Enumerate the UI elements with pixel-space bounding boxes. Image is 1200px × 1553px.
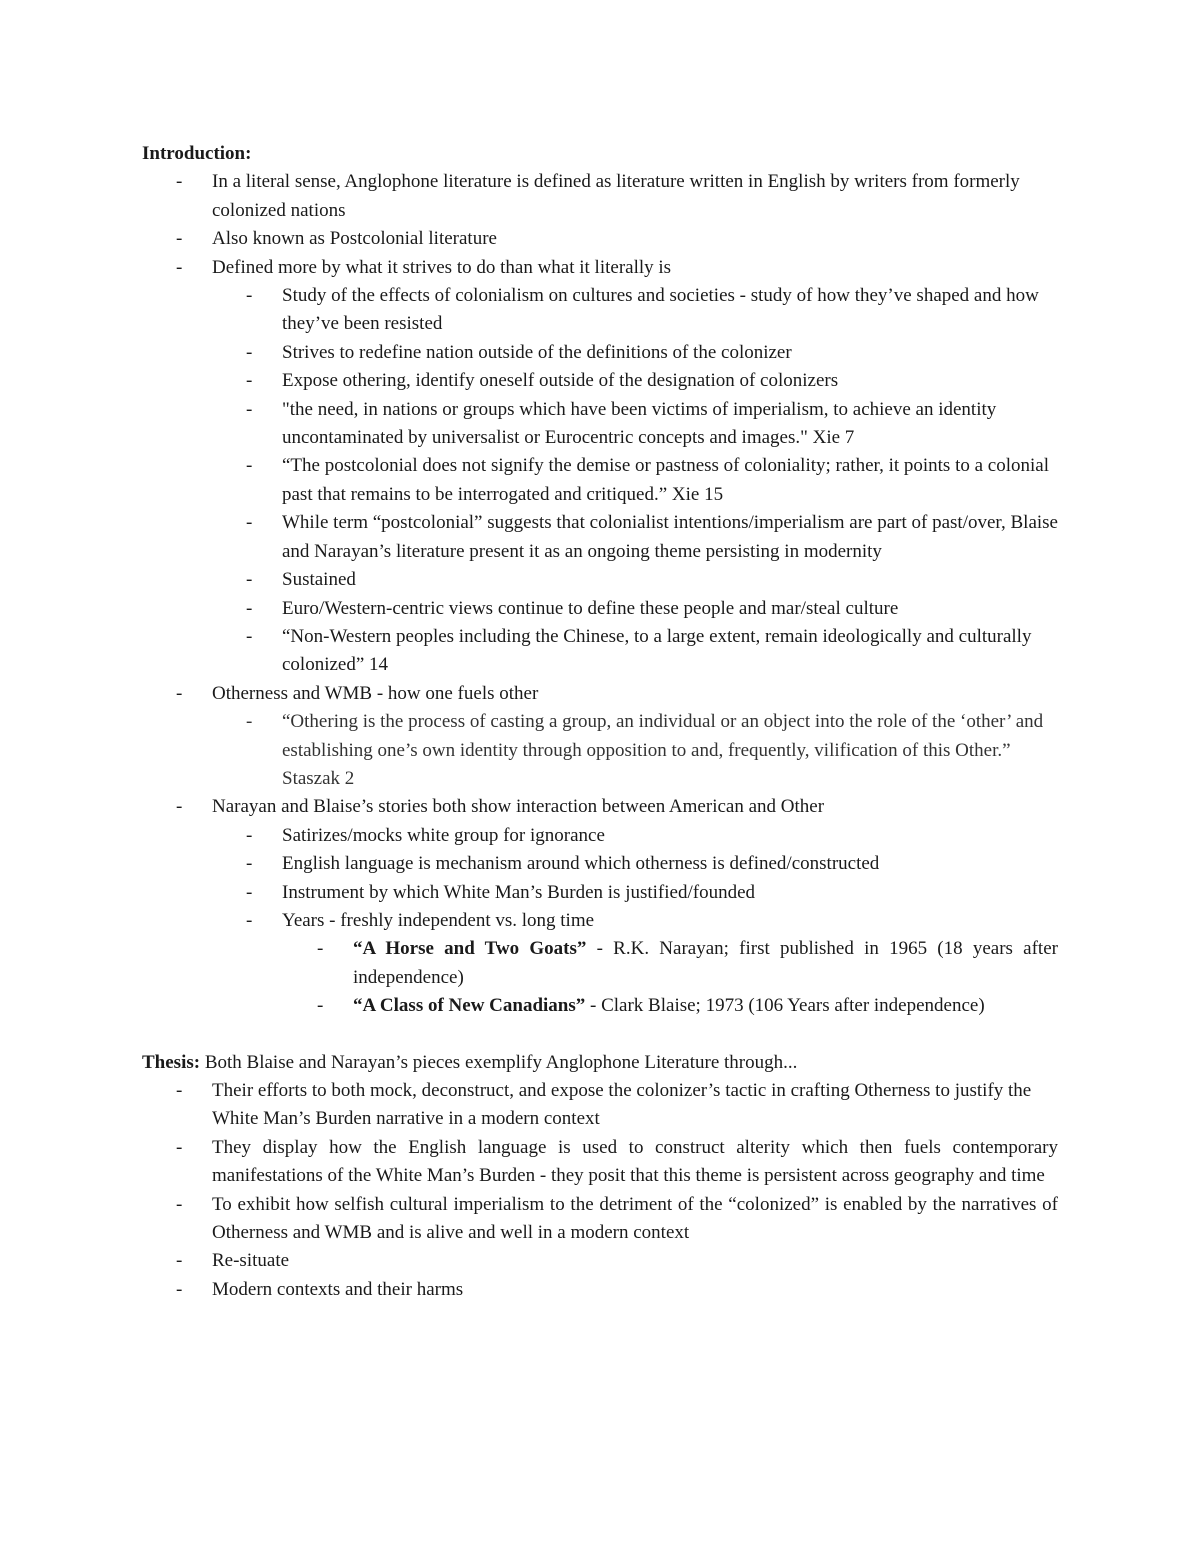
- list-item: - They display how the English language is used to construct alterity which then fuels contemporary manifestations of the White Man’s Burden - they posit that this theme is persistent across geography and time: [212, 1134, 1058, 1191]
- sublist-item: - Sustained: [282, 566, 1058, 594]
- sublist-item: - “The postcolonial does not signify the demise or pastness of coloniality; rather, it points to a colonial past that remains to be interrogated and critiqued.” Xie 15: [282, 452, 1058, 509]
- introduction-list: [142, 168, 1058, 1020]
- work-title: “A Class of New Canadians”: [353, 995, 586, 1017]
- sublist-item: - Instrument by which White Man’s Burden is justified/founded: [282, 879, 1058, 907]
- work-title: “A Horse and Two Goats”: [353, 938, 587, 960]
- work-item: [353, 992, 1058, 1020]
- thesis-statement: [142, 1049, 1058, 1077]
- thesis-list: [142, 1077, 1058, 1304]
- list-item: [212, 680, 1058, 794]
- sublist-item: [282, 907, 1058, 1021]
- sublist-item: - While term “postcolonial” suggests that colonialist intentions/imperialism are part of past/over, Blaise and Narayan’s literature present it as an ongoing theme persisting in modernity: [282, 509, 1058, 566]
- sublist: [212, 282, 1058, 680]
- sublist-item: - Satirizes/mocks white group for ignorance: [282, 822, 1058, 850]
- list-item-text: Defined more by what it strives to do than what it literally is: [212, 256, 672, 278]
- work-item: [353, 935, 1058, 992]
- works-list: [282, 935, 1058, 1020]
- work-detail: - R.K. Narayan; first published in 1965 (18 years after independence): [353, 938, 1058, 988]
- list-item: - Also known as Postcolonial literature: [212, 225, 1058, 253]
- sublist-item: - English language is mechanism around which otherness is defined/constructed: [282, 850, 1058, 878]
- sublist-item: - “Othering is the process of casting a group, an individual or an object into the role of the ‘other’ and establishing one’s own identity through opposition to and, frequently, vilification of this Other.” Staszak 2: [282, 708, 1058, 793]
- list-item-text: Narayan and Blaise’s stories both show interaction between American and Other: [212, 796, 825, 818]
- section-spacer: [142, 1021, 1058, 1049]
- list-item: - To exhibit how selfish cultural imperialism to the detriment of the “colonized” is enabled by the narratives of Otherness and WMB and is alive and well in a modern context: [212, 1191, 1058, 1248]
- sublist: [212, 708, 1058, 793]
- sublist-item: - Study of the effects of colonialism on cultures and societies - study of how they’ve shaped and how they’ve been resisted: [282, 282, 1058, 339]
- list-item: - Modern contexts and their harms: [212, 1276, 1058, 1304]
- list-item-text: Otherness and WMB - how one fuels other: [212, 682, 539, 704]
- sublist-item: - Euro/Western-centric views continue to define these people and mar/steal culture: [282, 595, 1058, 623]
- list-item: [212, 254, 1058, 680]
- sublist: [212, 822, 1058, 1021]
- sublist-item: - "the need, in nations or groups which have been victims of imperialism, to achieve an identity uncontaminated by universalist or Eurocentric concepts and images." Xie 7: [282, 396, 1058, 453]
- introduction-heading: Introduction:: [142, 143, 252, 164]
- list-item: - In a literal sense, Anglophone literature is defined as literature written in English by writers from formerly colonized nations: [212, 168, 1058, 225]
- sublist-item: - Expose othering, identify oneself outside of the designation of colonizers: [282, 367, 1058, 395]
- list-item: - Their efforts to both mock, deconstruct, and expose the colonizer’s tactic in crafting Otherness to justify the White Man’s Burden narrative in a modern context: [212, 1077, 1058, 1134]
- work-detail: - Clark Blaise; 1973 (106 Years after independence): [585, 995, 985, 1017]
- sublist-item-text: Years - freshly independent vs. long time: [282, 909, 595, 931]
- thesis-label: Thesis:: [142, 1051, 201, 1073]
- sublist-item: - Strives to redefine nation outside of the definitions of the colonizer: [282, 339, 1058, 367]
- list-item: - Re-situate: [212, 1247, 1058, 1275]
- sublist-item: - “Non-Western peoples including the Chinese, to a large extent, remain ideologically and culturally colonized” 14: [282, 623, 1058, 680]
- thesis-text: Both Blaise and Narayan’s pieces exemplify Anglophone Literature through...: [200, 1051, 798, 1073]
- document-body: [142, 140, 1058, 1304]
- list-item: [212, 793, 1058, 1020]
